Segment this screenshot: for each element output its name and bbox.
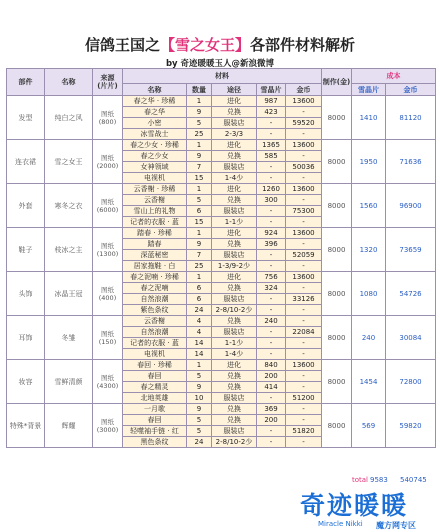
material-qty: 6 <box>187 206 212 217</box>
part-cell: 连衣裙 <box>7 140 45 184</box>
cost-crystal-cell: 1410 <box>352 96 386 140</box>
material-gold: 75300 <box>286 206 322 217</box>
material-name: 雪山上的礼物 <box>123 206 187 217</box>
header-route: 途径 <box>212 84 257 96</box>
material-name: 居家拖鞋 · 白 <box>123 261 187 272</box>
watermark-english: Miracle Nikki <box>318 520 363 528</box>
material-route: 兑换 <box>212 316 257 327</box>
material-name: 电视机 <box>123 349 187 360</box>
material-route: 2-8/10-2少 <box>212 437 257 448</box>
material-route: 1-3/9-2少 <box>212 261 257 272</box>
material-route: 1-1少 <box>212 217 257 228</box>
material-qty: 4 <box>187 327 212 338</box>
source-cell: 图纸 (3000) <box>93 404 123 448</box>
material-crystal: 423 <box>257 107 286 118</box>
material-crystal: 300 <box>257 195 286 206</box>
material-qty: 6 <box>187 283 212 294</box>
header-qty: 数量 <box>187 84 212 96</box>
material-name: 踏春 <box>123 239 187 250</box>
material-gold: 51820 <box>286 426 322 437</box>
material-qty: 1 <box>187 228 212 239</box>
material-crystal: - <box>257 327 286 338</box>
material-gold: - <box>286 437 322 448</box>
cost-crystal-cell: 1454 <box>352 360 386 404</box>
material-qty: 24 <box>187 305 212 316</box>
material-crystal: - <box>257 349 286 360</box>
material-name: 自然浪潮 <box>123 327 187 338</box>
material-route: 兑换 <box>212 195 257 206</box>
make-fee-cell: 8000 <box>322 228 352 272</box>
material-crystal: 987 <box>257 96 286 107</box>
material-gold: 13600 <box>286 184 322 195</box>
table-body <box>7 96 436 448</box>
make-fee-cell: 8000 <box>322 184 352 228</box>
total-gold: 540745 <box>400 476 427 484</box>
material-qty: 15 <box>187 217 212 228</box>
make-fee-cell: 8000 <box>322 404 352 448</box>
header-material-name: 名称 <box>123 84 187 96</box>
material-crystal: - <box>257 437 286 448</box>
material-gold: - <box>286 195 322 206</box>
item-name-cell: 冬雏 <box>45 316 93 360</box>
material-gold: - <box>286 349 322 360</box>
material-crystal: - <box>257 305 286 316</box>
material-route: 兑换 <box>212 107 257 118</box>
make-fee-cell: 8000 <box>322 316 352 360</box>
material-crystal: 585 <box>257 151 286 162</box>
material-gold: - <box>286 239 322 250</box>
material-gold: 33126 <box>286 294 322 305</box>
cost-gold-cell: 96900 <box>386 184 436 228</box>
material-qty: 7 <box>187 250 212 261</box>
material-crystal: - <box>257 250 286 261</box>
make-fee-cell: 8000 <box>322 360 352 404</box>
material-name: 自然浪潮 <box>123 294 187 305</box>
material-gold: - <box>286 129 322 140</box>
table-row <box>7 184 436 195</box>
material-crystal: 924 <box>257 228 286 239</box>
material-name: 春之泥喃 <box>123 283 187 294</box>
material-name: 北地英雄 <box>123 393 187 404</box>
material-gold: - <box>286 173 322 184</box>
header-cost: 成本 <box>352 69 436 84</box>
material-gold: 13600 <box>286 272 322 283</box>
material-gold: 13600 <box>286 96 322 107</box>
source-cell: 图纸 (1300) <box>93 228 123 272</box>
material-name: 云香榭 <box>123 195 187 206</box>
part-cell: 鞋子 <box>7 228 45 272</box>
material-crystal: - <box>257 426 286 437</box>
watermark-logo: 奇迹暖暖 <box>300 491 409 520</box>
material-name: 春回 · 珍稀 <box>123 360 187 371</box>
material-qty: 10 <box>187 393 212 404</box>
material-route: 服装店 <box>212 327 257 338</box>
cost-gold-cell: 73659 <box>386 228 436 272</box>
material-route: 1-4少 <box>212 173 257 184</box>
material-crystal: - <box>257 294 286 305</box>
material-gold: 13600 <box>286 360 322 371</box>
material-name: 冰雪战士 <box>123 129 187 140</box>
material-qty: 5 <box>187 118 212 129</box>
part-cell: 耳饰 <box>7 316 45 360</box>
material-route: 进化 <box>212 184 257 195</box>
material-gold: 59520 <box>286 118 322 129</box>
material-gold: 13600 <box>286 228 322 239</box>
material-qty: 14 <box>187 349 212 360</box>
material-name: 记者的衣服 · 蓝 <box>123 338 187 349</box>
material-name: 春之华 <box>123 107 187 118</box>
material-name: 记者的衣服 · 蓝 <box>123 217 187 228</box>
material-gold: - <box>286 404 322 415</box>
material-name: 春之华 · 珍稀 <box>123 96 187 107</box>
total-crystal: 9583 <box>370 476 388 484</box>
material-gold: - <box>286 415 322 426</box>
part-cell: 特殊*背景 <box>7 404 45 448</box>
material-route: 进化 <box>212 140 257 151</box>
source-cell: 图纸 (800) <box>93 96 123 140</box>
material-route: 服装店 <box>212 250 257 261</box>
material-route: 1-4少 <box>212 349 257 360</box>
source-cell: 图纸 (6000) <box>93 184 123 228</box>
material-crystal: - <box>257 338 286 349</box>
table-row <box>7 140 436 151</box>
material-qty: 7 <box>187 162 212 173</box>
material-qty: 1 <box>187 96 212 107</box>
material-qty: 5 <box>187 371 212 382</box>
material-qty: 1 <box>187 184 212 195</box>
material-name: 电视机 <box>123 173 187 184</box>
make-fee-cell: 8000 <box>322 96 352 140</box>
table-row <box>7 96 436 107</box>
material-gold: 50036 <box>286 162 322 173</box>
item-name-cell: 辉耀 <box>45 404 93 448</box>
material-crystal: 324 <box>257 283 286 294</box>
material-qty: 25 <box>187 261 212 272</box>
material-crystal: 369 <box>257 404 286 415</box>
material-qty: 5 <box>187 415 212 426</box>
material-qty: 9 <box>187 382 212 393</box>
material-crystal: - <box>257 261 286 272</box>
material-qty: 14 <box>187 338 212 349</box>
material-name: 春之精灵 <box>123 382 187 393</box>
cost-crystal-cell: 1560 <box>352 184 386 228</box>
material-qty: 5 <box>187 195 212 206</box>
header-part: 部件 <box>7 69 45 96</box>
material-name: 春之泥喃 · 珍稀 <box>123 272 187 283</box>
header-cost-gold: 金币 <box>386 84 436 96</box>
material-route: 进化 <box>212 360 257 371</box>
material-qty: 5 <box>187 426 212 437</box>
material-qty: 9 <box>187 107 212 118</box>
source-cell: 图纸 (150) <box>93 316 123 360</box>
material-gold: - <box>286 261 322 272</box>
total-label: total <box>352 476 369 484</box>
byline: by 奇迹暖暖玉人@新浪微博 <box>165 59 275 69</box>
material-crystal: - <box>257 173 286 184</box>
header-source: 来源 (片片) <box>93 69 123 96</box>
material-gold: 51200 <box>286 393 322 404</box>
material-gold: - <box>286 305 322 316</box>
title-highlight: 【雪之女王】 <box>159 36 250 54</box>
cost-crystal-cell: 1320 <box>352 228 386 272</box>
material-crystal: 414 <box>257 382 286 393</box>
material-route: 服装店 <box>212 118 257 129</box>
cost-crystal-cell: 1950 <box>352 140 386 184</box>
material-gold: 13600 <box>286 140 322 151</box>
cost-crystal-cell: 569 <box>352 404 386 448</box>
material-route: 兑换 <box>212 404 257 415</box>
material-route: 服装店 <box>212 206 257 217</box>
material-route: 1-1少 <box>212 338 257 349</box>
material-route: 兑换 <box>212 371 257 382</box>
material-qty: 25 <box>187 129 212 140</box>
cost-crystal-cell: 240 <box>352 316 386 360</box>
cost-crystal-cell: 1080 <box>352 272 386 316</box>
table-row <box>7 316 436 327</box>
material-route: 服装店 <box>212 162 257 173</box>
material-crystal: - <box>257 118 286 129</box>
material-crystal: 396 <box>257 239 286 250</box>
material-gold: - <box>286 338 322 349</box>
material-name: 小密 <box>123 118 187 129</box>
material-crystal: 200 <box>257 371 286 382</box>
cost-gold-cell: 59820 <box>386 404 436 448</box>
item-name-cell: 枝冰之主 <box>45 228 93 272</box>
material-name: 踏春 · 珍稀 <box>123 228 187 239</box>
material-gold: 22084 <box>286 327 322 338</box>
cost-gold-cell: 72800 <box>386 360 436 404</box>
material-gold: - <box>286 371 322 382</box>
part-cell: 发型 <box>7 96 45 140</box>
material-crystal: 840 <box>257 360 286 371</box>
item-name-cell: 雪鲜清颜 <box>45 360 93 404</box>
material-route: 兑换 <box>212 415 257 426</box>
material-crystal: - <box>257 393 286 404</box>
materials-table <box>6 68 436 448</box>
header-gold: 金币 <box>286 84 322 96</box>
material-qty: 9 <box>187 239 212 250</box>
material-crystal: 240 <box>257 316 286 327</box>
material-name: 黑色条纹 <box>123 437 187 448</box>
material-route: 2-3/3 <box>212 129 257 140</box>
header-make-fee: 制作(金) <box>322 69 352 96</box>
material-crystal: 1260 <box>257 184 286 195</box>
material-gold: - <box>286 283 322 294</box>
item-name-cell: 寒冬之衣 <box>45 184 93 228</box>
material-name: 春之少女 <box>123 151 187 162</box>
material-gold: 52059 <box>286 250 322 261</box>
part-cell: 头饰 <box>7 272 45 316</box>
item-name-cell: 纯白之风 <box>45 96 93 140</box>
material-crystal: 200 <box>257 415 286 426</box>
material-crystal: - <box>257 129 286 140</box>
material-crystal: - <box>257 162 286 173</box>
material-crystal: - <box>257 217 286 228</box>
material-gold: - <box>286 151 322 162</box>
table-row <box>7 228 436 239</box>
material-qty: 9 <box>187 151 212 162</box>
make-fee-cell: 8000 <box>322 140 352 184</box>
material-qty: 4 <box>187 316 212 327</box>
material-name: 轻噬袖手链 · 红 <box>123 426 187 437</box>
material-qty: 1 <box>187 360 212 371</box>
material-crystal: 756 <box>257 272 286 283</box>
source-cell: 图纸 (400) <box>93 272 123 316</box>
material-crystal: 1365 <box>257 140 286 151</box>
material-route: 兑换 <box>212 151 257 162</box>
title-prefix: 信鸽王国之 <box>84 36 160 54</box>
material-gold: - <box>286 382 322 393</box>
source-cell: 图纸 (4300) <box>93 360 123 404</box>
material-name: 春回 <box>123 415 187 426</box>
cost-gold-cell: 81120 <box>386 96 436 140</box>
material-name: 云香榭 <box>123 316 187 327</box>
material-route: 2-8/10-2少 <box>212 305 257 316</box>
item-name-cell: 雪之女王 <box>45 140 93 184</box>
material-route: 服装店 <box>212 393 257 404</box>
cost-gold-cell: 30084 <box>386 316 436 360</box>
header-crystal: 雪晶片 <box>257 84 286 96</box>
material-name: 深蓝秘密 <box>123 250 187 261</box>
header-name: 名称 <box>45 69 93 96</box>
material-crystal: - <box>257 206 286 217</box>
material-route: 服装店 <box>212 426 257 437</box>
material-gold: - <box>286 107 322 118</box>
material-qty: 24 <box>187 437 212 448</box>
part-cell: 妆容 <box>7 360 45 404</box>
material-name: 春回 <box>123 371 187 382</box>
material-route: 兑换 <box>212 283 257 294</box>
item-name-cell: 冰晶王冠 <box>45 272 93 316</box>
header-cost-crystal: 雪晶片 <box>352 84 386 96</box>
cost-gold-cell: 71636 <box>386 140 436 184</box>
table-row <box>7 360 436 371</box>
material-route: 服装店 <box>212 294 257 305</box>
material-qty: 9 <box>187 404 212 415</box>
make-fee-cell: 8000 <box>322 272 352 316</box>
source-cell: 图纸 (2000) <box>93 140 123 184</box>
material-gold: - <box>286 217 322 228</box>
watermark-site: 魔方网专区 <box>376 521 416 530</box>
material-route: 兑换 <box>212 239 257 250</box>
page-title <box>0 34 440 55</box>
material-qty: 15 <box>187 173 212 184</box>
header-materials: 材料 <box>123 69 322 84</box>
material-route: 进化 <box>212 96 257 107</box>
material-name: 春之少女 · 珍稀 <box>123 140 187 151</box>
material-route: 兑换 <box>212 382 257 393</box>
table-row <box>7 404 436 415</box>
material-name: 云香榭 · 珍稀 <box>123 184 187 195</box>
material-qty: 1 <box>187 140 212 151</box>
material-route: 进化 <box>212 272 257 283</box>
material-qty: 6 <box>187 294 212 305</box>
material-name: 紫色条纹 <box>123 305 187 316</box>
material-gold: - <box>286 316 322 327</box>
material-name: 女神领域 <box>123 162 187 173</box>
material-qty: 1 <box>187 272 212 283</box>
cost-gold-cell: 54726 <box>386 272 436 316</box>
material-name: 一月歌 <box>123 404 187 415</box>
part-cell: 外套 <box>7 184 45 228</box>
title-suffix: 各部件材料解析 <box>250 36 356 54</box>
material-route: 进化 <box>212 228 257 239</box>
table-row <box>7 272 436 283</box>
